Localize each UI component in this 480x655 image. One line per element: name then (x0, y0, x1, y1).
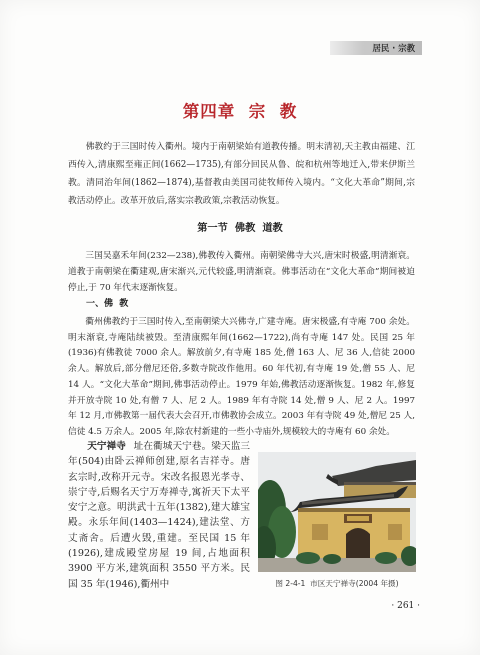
chapter-intro: 佛教约于三国时传入衢州。境内于南朝梁始有道教传播。明末清初,天主教由福建、江西传入,清康熙至雍正间(1662—1735),有部分回民从鲁、皖和杭州等地迁入,带来伊斯兰教。清同治年间(1862—1874),基督教由美国司徒牧师传入境内。“文化大革命”期间,宗教活动停止。改革开放后,落实宗教政策,宗教活动恢复。 (68, 142, 415, 206)
running-header (330, 41, 422, 55)
temple-photo (258, 452, 416, 572)
chapter-title: 第四章 宗 教 (182, 102, 298, 121)
page-number: · 261 · (391, 601, 420, 611)
running-header-label: 居民 · 宗教 (372, 43, 415, 53)
temple-name: 天宁禅寺 (87, 441, 126, 452)
temple-entry (68, 439, 250, 592)
section-title: 第一节 佛教 道教 (197, 223, 283, 234)
section-overview-paragraph: 三国吴嘉禾年间(232—238),佛教传入衢州。南朝梁佛寺大兴,唐宋时极盛,明清渐衰。道教于南朝梁在衢建观,唐宋渐兴,元代较盛,明清渐衰。佛事活动在“文化大革命”期间被迫停止,于 70 年代末逐渐恢复。 (68, 251, 415, 293)
figure-caption: 图 2-4-1 市区天宁禅寺(2004 年摄) (275, 579, 399, 588)
buddhism-paragraph: 衢州佛教约于三国时传入,至南朝梁大兴佛寺,广建寺庵。唐宋极盛,有寺庵 700 余处。明末渐衰,寺庵陆续被毁。至清康熙年间(1662—1722),尚有寺庵 147 处。民国 25 年(1936)有佛教徒 7000 余人。解放前夕,有寺庵 185 处,僧 163 人、尼 36 人,信徒 2000 余人。解放后,部分僧尼还俗,多数寺院改作他用。60 年代初,有寺庵 19 处,僧 55 人、尼 14 人。“文化大革命”期间,佛事活动停止。1979 年始,佛教活动逐渐恢复。1982 年,修复并开放寺院 10 处,有僧 7 人、尼 2 人。1989 年有寺院 14 处,僧 9 人、尼 2 人。1997 年 12 月,市佛教第一届代表大会召开,市佛教协会成立。2003 年有寺院 49 处,僧尼 25 人,信徒 4.5 万余人。2005 年,除农村新建的一些小寺庙外,规模较大的寺庵有 60 余处。 (68, 317, 415, 437)
subsection-title: 一、佛 教 (86, 299, 129, 309)
temple-description: 址在衢城天宁巷。梁天监三年(504)由卧云禅师创建,原名吉祥寺。唐玄宗时,改称开元寺。宋改名报恩光孝寺、崇宁寺,后赐名天宁万寿禅寺,寓祈天下太平安宁之意。明洪武十五年(1382),建大雄宝殿。永乐年间(1403—1424),建法堂、方丈斋舍。后遭火毁,重建。至民国 15 年(1926),建成殿堂房屋 19 间,占地面积 3900 平方米,建筑面积 3550 平方米。民国 35 年(1946),衢州中 (68, 441, 250, 590)
